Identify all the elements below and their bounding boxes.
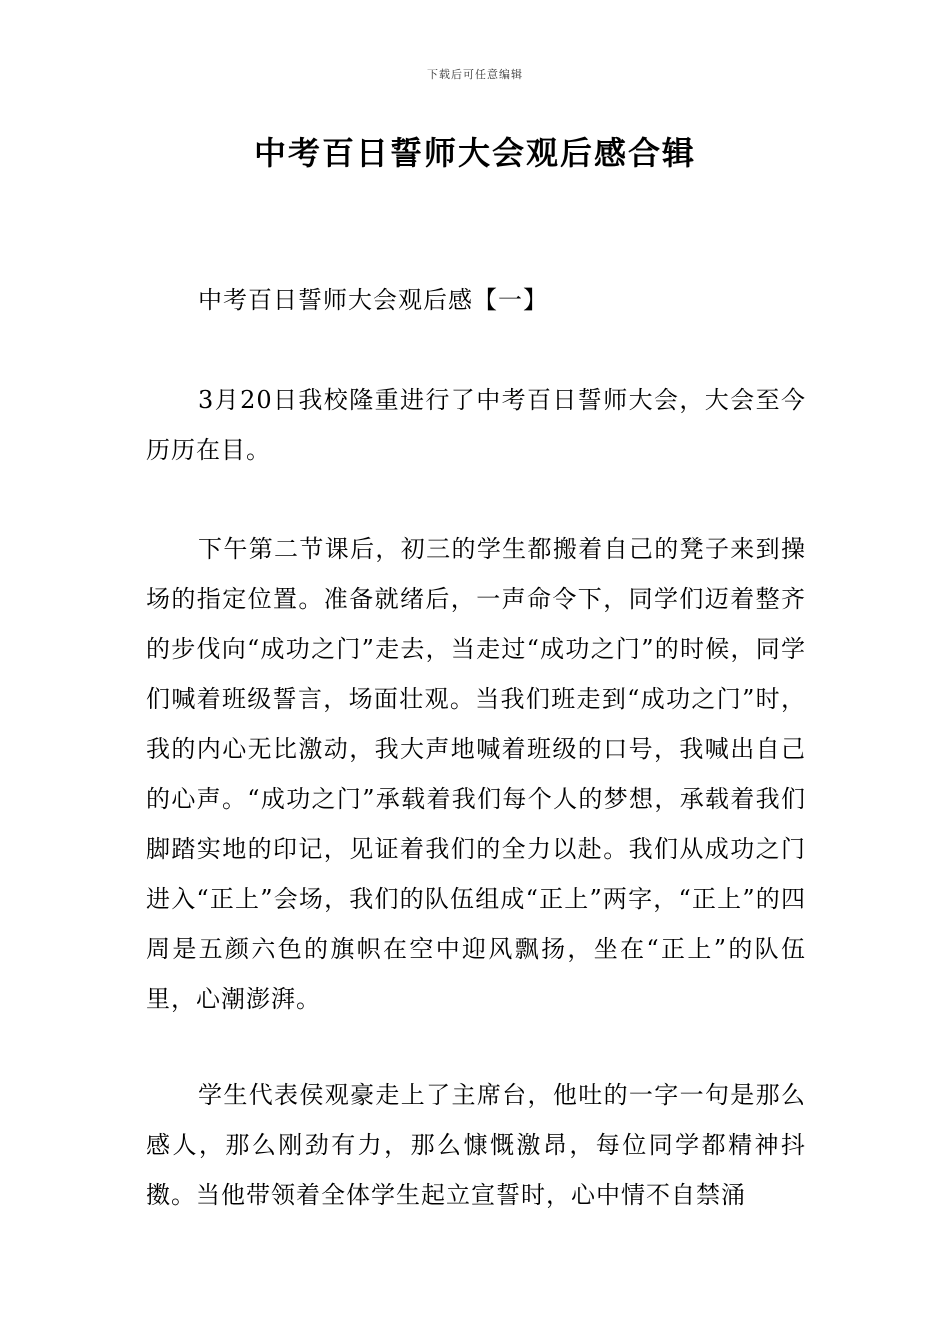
document-title: 中考百日誓师大会观后感合辑 <box>253 134 696 172</box>
section-heading-text: 中考百日誓师大会观后感【一】 <box>198 286 548 314</box>
paragraph-1: 3月20日我校隆重进行了中考百日誓师大会，大会至今历历在目。 <box>146 386 806 464</box>
paragraph-3: 学生代表侯观豪走上了主席台，他吐的一字一句是那么感人，那么刚劲有力，那么慷慨激昂，每位同学都精神抖擞。当他带领着全体学生起立宣誓时，心中情不自禁涌 <box>146 1081 806 1209</box>
header-note: 下载后可任意编辑 <box>427 68 523 81</box>
paragraph-2: 下午第二节课后，初三的学生都搬着自己的凳子来到操场的指定位置。准备就绪后，一声命令下，同学们迈着整齐的步伐向“成功之门”走去，当走过“成功之门”的时候，同学们喊着班级誓言，场面壮观。当我们班走到“成功之门”时，我的内心无比激动，我大声地喊着班级的口号，我喊出自己的心声。“成功之门”承载着我们每个人的梦想，承载着我们脚踏实地的印记，见证着我们的全力以赴。我们从成功之门进入“正上”会场，我们的队伍组成“正上”两字，“正上”的四周是五颜六色的旗帜在空中迎风飘扬，坐在“正上”的队伍里，心潮澎湃。 <box>146 535 806 1013</box>
section-heading <box>146 275 806 325</box>
